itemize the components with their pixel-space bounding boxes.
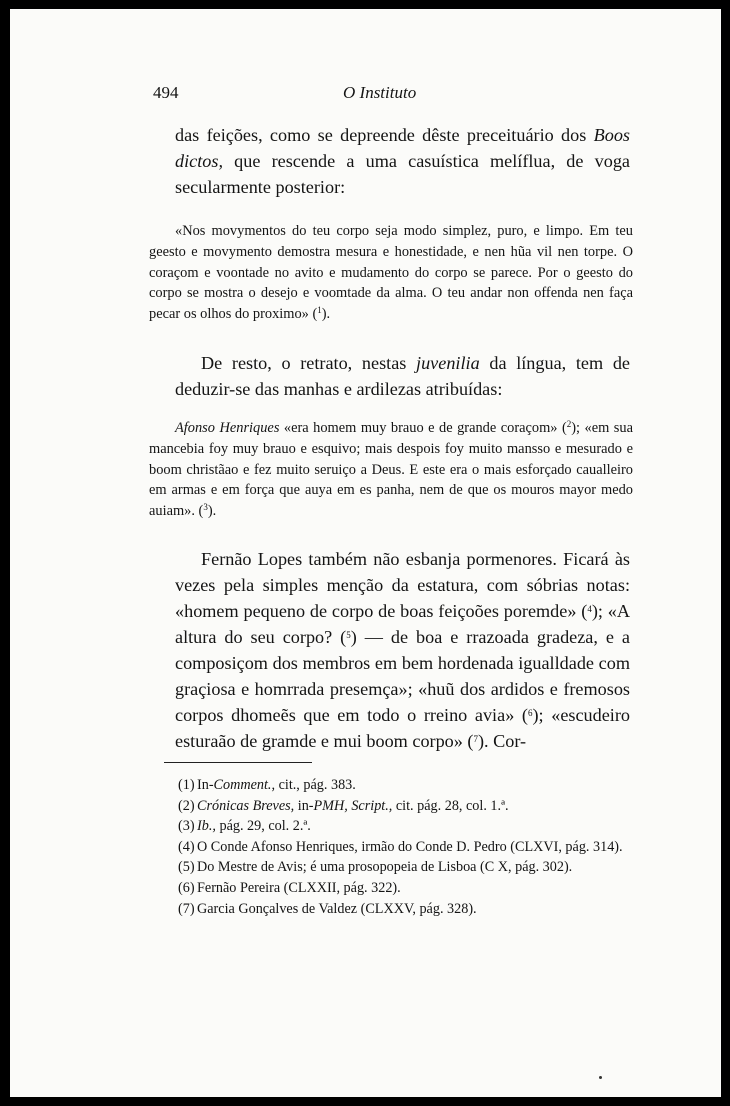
paragraph-2-text: De resto, o retrato, nestas [201,353,417,373]
page-number: 494 [153,83,179,102]
footnote-ref-1[interactable]: 1 [317,305,322,316]
quote-2-italic: Afonso Henriques [175,420,280,436]
footnote-text: Garcia Gonçalves de Valdez (CLXXV, pág. 328). [197,900,477,917]
paragraph-2-italic: juvenilia [416,353,480,373]
footnote-ref-7[interactable]: 7 [473,734,478,744]
footnote-ref-5[interactable]: 5 [346,630,351,640]
footnote-text: In- [197,777,214,793]
paragraph-3-text-3: ) — de boa e rrazoada gradeza, e a composiçom dos membros em bem hordenada igualldade com graçiosa e homrrada presemça»; «huũ dos ardidos e fremosos corpos dhomeẽs que em todo o rreino avia» ( [175,627,631,725]
footnote-item [163,878,633,899]
footnote-ref-2[interactable]: 2 [566,419,572,429]
footnote-item [163,775,633,796]
footnote-divider [164,762,312,763]
paragraph-3-text-4: ); «escudeiro esturaão de gramde e mui boom corpo» ( [175,705,631,751]
footnote-italic: Ib., [197,818,216,835]
quote-2 [149,418,633,522]
footnote-text-2: cit., pág. 383. [275,777,356,793]
quote-2-text-2: ); «em sua mancebia foy muy brauo e esquivo; mais despois foy muito mansso e mesurado e boom christãao e fez muito seruiço a Deus. E este era o mais esforçado caualleiro em armas e em força que auya em es panha, nem de que os mouros mayor medo auiam». ( [149,420,633,520]
paragraph-1-text-2: que rescende a uma casuística melíflua, de voga secularmente posterior: [175,151,630,197]
paragraph-1-italic: Boos dictos, [175,125,630,171]
paragraph-3 [175,546,630,754]
footnote-text: pág. 29, col. 2.ª. [215,818,311,835]
footnote-number: (4) [178,838,195,855]
footnote-italic-2: PMH, Script., [313,797,393,814]
print-speck [599,1076,602,1079]
quote-2-close: ). [207,503,217,520]
footnote-text-2: cit. pág. 28, col. 1.ª. [392,797,509,814]
footnote-ref-3[interactable]: 3 [203,502,208,513]
footnote-ref-6[interactable]: 6 [527,708,533,718]
book-page [10,9,721,1097]
paragraph-3-text: Fernão Lopes também não esbanja pormenores. Ficará às vezes pela simples menção da estatura, com sóbrias notas: «homem pequeno de corpo de boas feiçoões poremde» ( [175,549,630,621]
footnote-number: (2) [178,797,195,814]
running-title: O Instituto [343,83,417,102]
footnote-item [163,857,633,878]
footnote-number: (7) [178,900,195,917]
paragraph-3-text-2: ); «A altura do seu corpo? ( [175,601,630,647]
page-header [153,83,636,105]
quote-1 [149,221,633,325]
paragraph-1-text: das feições, como se depreende dêste preceituário dos [175,125,594,145]
footnote-text: Do Mestre de Avis; é uma prosopopeia de Lisboa (C X, pág. 302). [197,859,573,876]
footnotes-list [163,775,633,919]
paragraph-2 [175,350,630,402]
paragraph-2-text-2: da língua, tem de deduzir-se das manhas e ardilezas atribuídas: [175,353,630,399]
quote-1-close: ). [321,306,331,323]
footnote-italic: Crónicas Breves, [197,797,295,814]
footnote-text: in- [294,797,314,814]
footnote-item [163,796,633,817]
quote-1-text: «Nos movymentos do teu corpo seja modo simplez, puro, e limpo. Em teu geesto e movymento demostra mesura e honestidade, e nen hũa vil nen torpe. O coraçom e voontade no avito e mudamento do corpo se parece. Por o geesto do corpo se mostra o desejo e voomtade da alma. O teu andar non offenda nen faça pecar os olhos do proximo» ( [149,223,633,323]
footnote-number: (1) [178,777,195,793]
paragraph-1 [175,122,630,200]
footnote-text: O Conde Afonso Henriques, irmão do Conde D. Pedro (CLXVI, pág. 314). [197,838,623,855]
footnote-item [163,816,633,837]
footnote-item [163,837,633,858]
footnote-text: Fernão Pereira (CLXXII, pág. 322). [197,879,401,896]
footnote-number: (3) [178,818,195,835]
quote-2-text: «era homem muy brauo e de grande coraçom» ( [279,420,567,436]
footnote-italic: Comment., [213,777,276,793]
footnote-ref-4[interactable]: 4 [587,604,592,614]
footnote-item [163,899,633,920]
footnote-number: (5) [178,859,195,876]
footnote-number: (6) [178,879,195,896]
paragraph-3-text-5: ). Cor- [477,731,527,751]
